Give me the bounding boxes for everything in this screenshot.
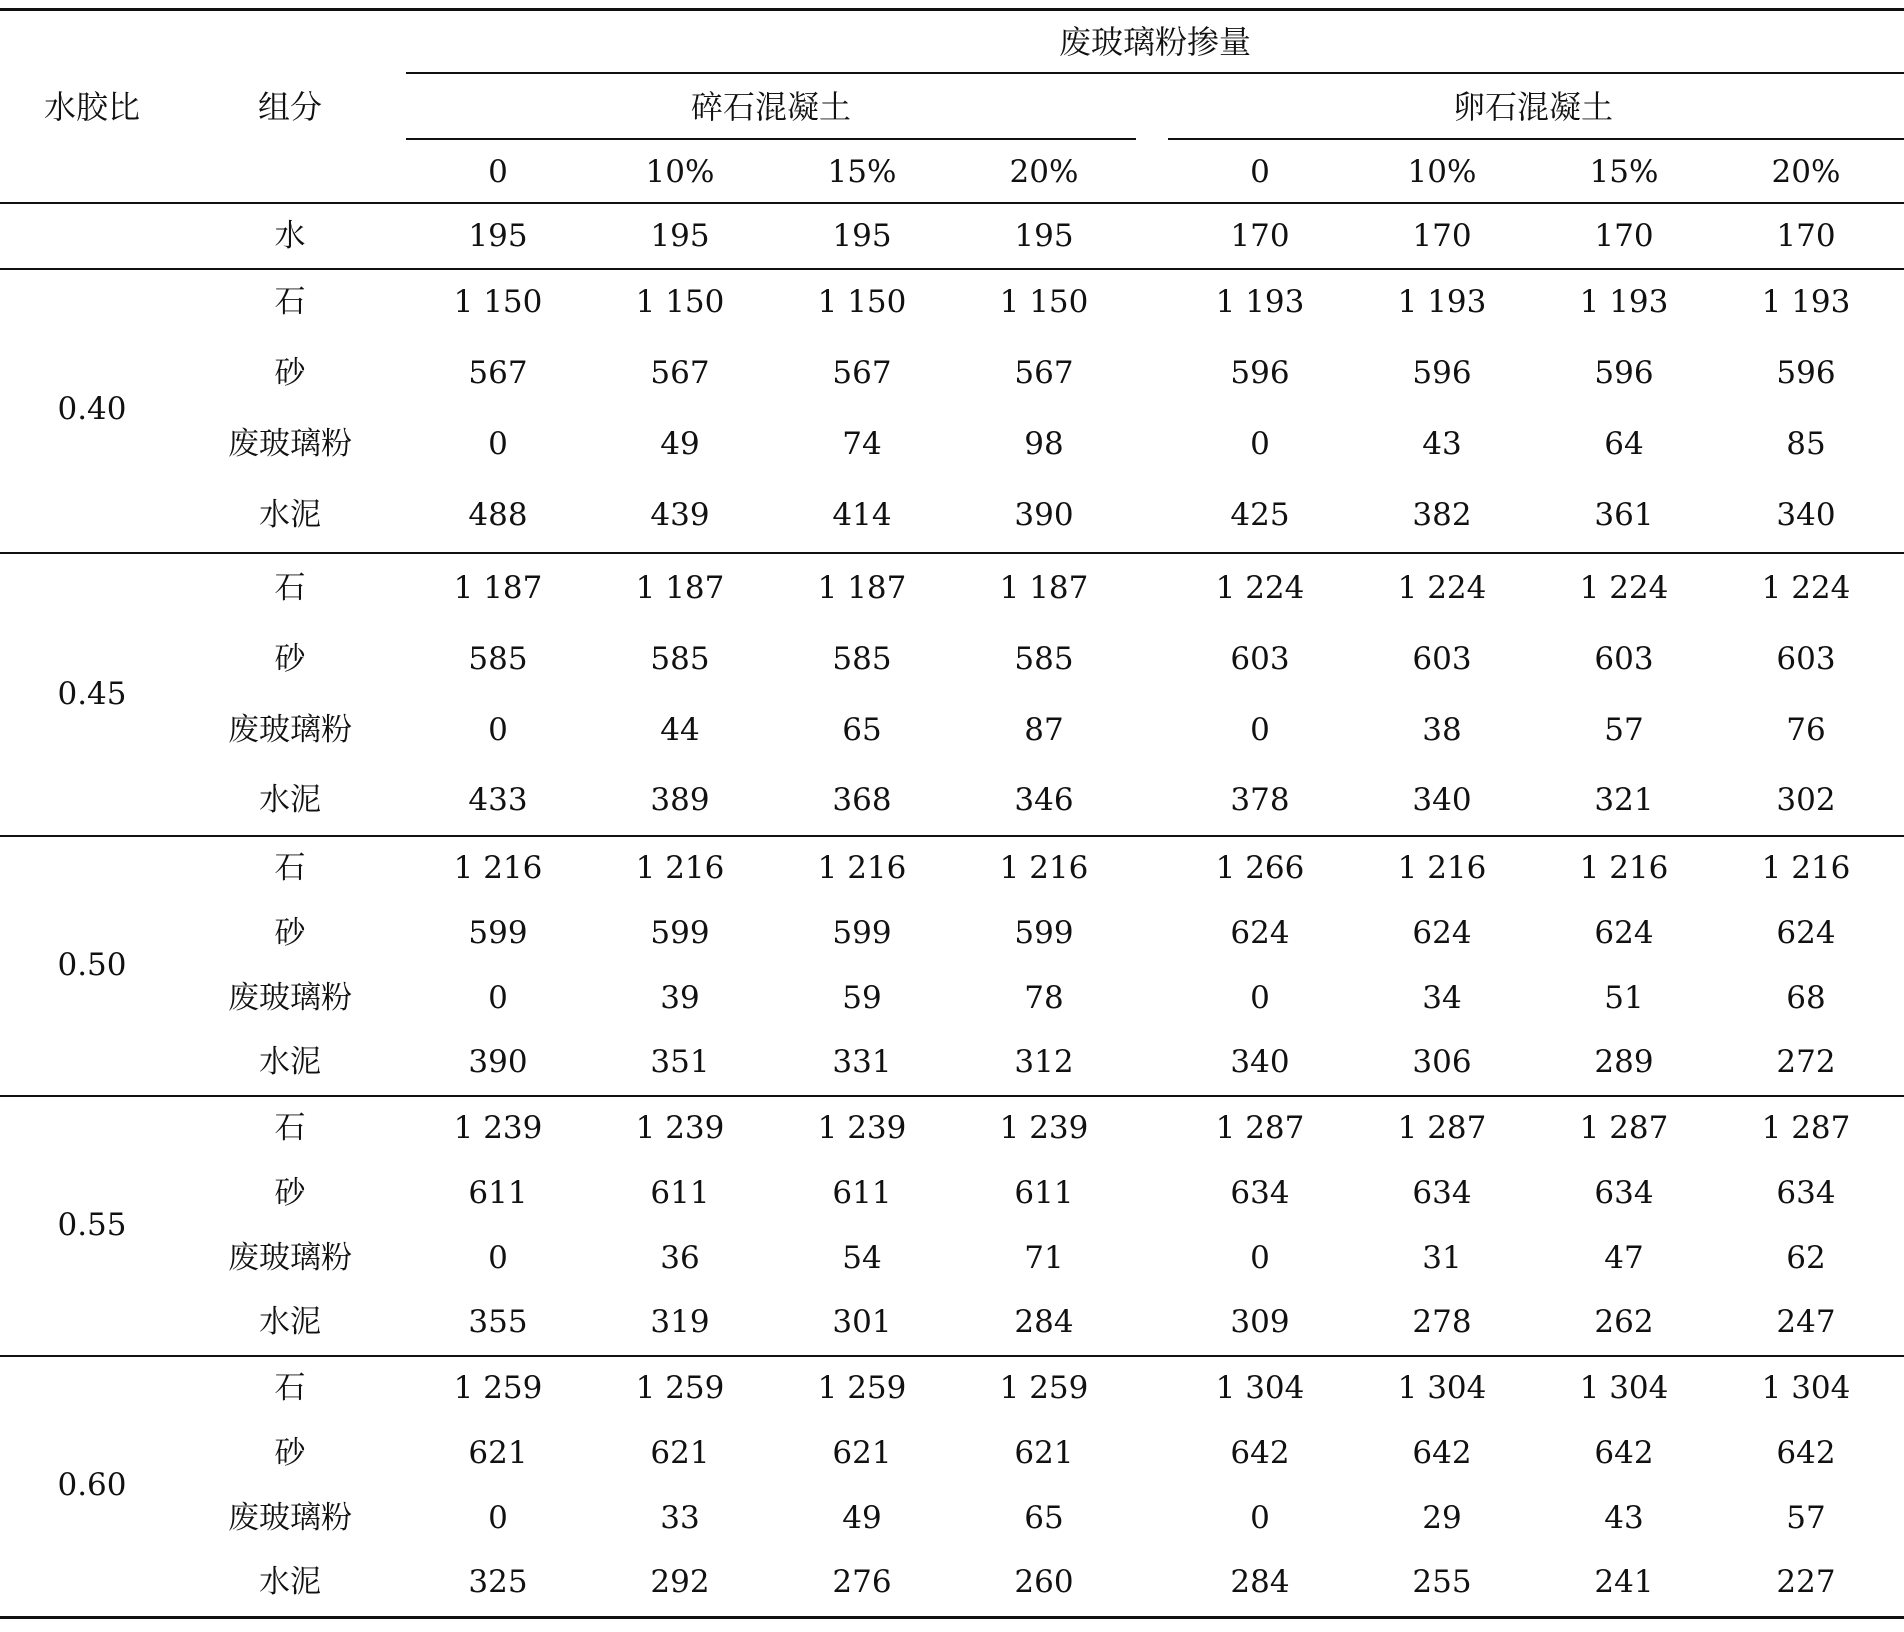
table-cell: 64 — [1604, 426, 1644, 462]
table-cell: 1 304 — [1579, 1370, 1669, 1406]
table-cell: 1 216 — [1397, 850, 1487, 886]
table-cell: 0 — [488, 1240, 508, 1276]
header-percent: 0 — [1250, 154, 1270, 190]
header-percent: 10% — [645, 154, 715, 190]
table-cell: 425 — [1230, 497, 1290, 533]
header-percent: 15% — [1589, 154, 1659, 190]
table-cell: 599 — [468, 915, 528, 951]
pebble-underline — [1168, 138, 1904, 140]
bottom-rule — [0, 1616, 1904, 1619]
table-cell: 1 224 — [1215, 570, 1305, 606]
table-cell: 0 — [1250, 712, 1270, 748]
table-cell: 1 224 — [1761, 570, 1851, 606]
water-binder-ratio: 0.40 — [57, 390, 127, 427]
table-cell: 1 287 — [1761, 1110, 1851, 1146]
table-cell: 611 — [468, 1175, 528, 1211]
table-cell: 65 — [1024, 1500, 1064, 1536]
table-cell: 284 — [1230, 1564, 1290, 1600]
table-cell: 301 — [832, 1304, 892, 1340]
table-cell: 642 — [1412, 1435, 1472, 1471]
table-cell: 29 — [1422, 1500, 1462, 1536]
block-rule-055 — [0, 1355, 1904, 1357]
table-cell: 36 — [660, 1240, 700, 1276]
table-cell: 340 — [1776, 497, 1836, 533]
table-cell: 1 216 — [817, 850, 907, 886]
table-cell: 0 — [1250, 426, 1270, 462]
table-cell: 54 — [842, 1240, 882, 1276]
table-cell: 634 — [1594, 1175, 1654, 1211]
table-cell: 1 239 — [453, 1110, 543, 1146]
block-rule-045 — [0, 835, 1904, 837]
header-water-binder-ratio: 水胶比 — [43, 88, 140, 126]
table-cell: 389 — [650, 782, 710, 818]
row-component-label: 石 — [274, 284, 306, 320]
row-component-label: 砂 — [274, 641, 306, 677]
table-cell: 241 — [1594, 1564, 1654, 1600]
table-cell: 1 239 — [817, 1110, 907, 1146]
block-rule-050 — [0, 1095, 1904, 1097]
row-component-label: 石 — [274, 1110, 306, 1146]
table-cell: 1 216 — [1761, 850, 1851, 886]
table-cell: 325 — [468, 1564, 528, 1600]
table-cell: 44 — [660, 712, 700, 748]
table-cell: 634 — [1412, 1175, 1472, 1211]
table-cell: 0 — [488, 426, 508, 462]
table-cell: 321 — [1594, 782, 1654, 818]
row-component-label: 水泥 — [259, 1564, 321, 1600]
table-cell: 38 — [1422, 712, 1462, 748]
table-cell: 1 259 — [817, 1370, 907, 1406]
table-cell: 611 — [650, 1175, 710, 1211]
header-percent: 0 — [488, 154, 508, 190]
table-cell: 68 — [1786, 980, 1826, 1016]
header-percent: 15% — [827, 154, 897, 190]
table-cell: 78 — [1024, 980, 1064, 1016]
table-cell: 567 — [1014, 355, 1074, 391]
table-cell: 585 — [832, 641, 892, 677]
table-cell: 170 — [1230, 218, 1290, 254]
table-cell: 247 — [1776, 1304, 1836, 1340]
dosage-underline — [406, 72, 1904, 74]
top-rule — [0, 8, 1904, 11]
row-component-label: 石 — [274, 570, 306, 606]
water-row-rule — [0, 268, 1904, 270]
table-cell: 1 193 — [1397, 284, 1487, 320]
table-cell: 49 — [842, 1500, 882, 1536]
table-cell: 1 304 — [1397, 1370, 1487, 1406]
table-cell: 642 — [1594, 1435, 1654, 1471]
table-cell: 624 — [1776, 915, 1836, 951]
table-cell: 0 — [488, 712, 508, 748]
table-cell: 309 — [1230, 1304, 1290, 1340]
table-cell: 255 — [1412, 1564, 1472, 1600]
table-cell: 195 — [468, 218, 528, 254]
table-cell: 0 — [1250, 1240, 1270, 1276]
table-cell: 170 — [1776, 218, 1836, 254]
table-cell: 195 — [832, 218, 892, 254]
table-cell: 227 — [1776, 1564, 1836, 1600]
table-cell: 51 — [1604, 980, 1644, 1016]
table-cell: 85 — [1786, 426, 1826, 462]
table-cell: 276 — [832, 1564, 892, 1600]
row-component-label: 废玻璃粉 — [228, 426, 352, 462]
table-cell: 621 — [468, 1435, 528, 1471]
table-cell: 1 239 — [635, 1110, 725, 1146]
table-cell: 49 — [660, 426, 700, 462]
table-cell: 312 — [1014, 1044, 1074, 1080]
table-cell: 382 — [1412, 497, 1472, 533]
table-cell: 596 — [1230, 355, 1290, 391]
table-cell: 390 — [1014, 497, 1074, 533]
table-cell: 43 — [1422, 426, 1462, 462]
table-cell: 1 187 — [817, 570, 907, 606]
table-cell: 1 304 — [1215, 1370, 1305, 1406]
table-cell: 71 — [1024, 1240, 1064, 1276]
table-cell: 31 — [1422, 1240, 1462, 1276]
table-cell: 351 — [650, 1044, 710, 1080]
water-binder-ratio: 0.55 — [57, 1207, 127, 1243]
header-percent: 10% — [1407, 154, 1477, 190]
table-cell: 621 — [650, 1435, 710, 1471]
table-cell: 319 — [650, 1304, 710, 1340]
row-component-label: 石 — [274, 1370, 306, 1406]
table-cell: 642 — [1776, 1435, 1836, 1471]
table-cell: 278 — [1412, 1304, 1472, 1340]
table-cell: 1 287 — [1397, 1110, 1487, 1146]
table-cell: 39 — [660, 980, 700, 1016]
crushed-stone-underline — [406, 138, 1136, 140]
table-cell: 634 — [1776, 1175, 1836, 1211]
table-cell: 603 — [1594, 641, 1654, 677]
table-cell: 1 216 — [453, 850, 543, 886]
table-cell: 1 150 — [999, 284, 1089, 320]
row-component-label: 砂 — [274, 915, 306, 951]
water-binder-ratio: 0.50 — [57, 947, 127, 983]
table-cell: 439 — [650, 497, 710, 533]
water-binder-ratio: 0.45 — [57, 676, 127, 712]
table-cell: 368 — [832, 782, 892, 818]
table-cell: 603 — [1412, 641, 1472, 677]
table-cell: 361 — [1594, 497, 1654, 533]
table-cell: 0 — [488, 1500, 508, 1536]
table-cell: 1 187 — [999, 570, 1089, 606]
table-cell: 642 — [1230, 1435, 1290, 1471]
header-group-crushed-stone: 碎石混凝土 — [690, 88, 851, 126]
table-cell: 340 — [1412, 782, 1472, 818]
table-cell: 0 — [1250, 1500, 1270, 1536]
table-cell: 1 216 — [999, 850, 1089, 886]
table-cell: 331 — [832, 1044, 892, 1080]
block-rule-040 — [0, 552, 1904, 554]
table-cell: 621 — [832, 1435, 892, 1471]
row-component-label: 废玻璃粉 — [228, 1240, 352, 1276]
table-cell: 0 — [1250, 980, 1270, 1016]
table-cell: 488 — [468, 497, 528, 533]
table-cell: 272 — [1776, 1044, 1836, 1080]
table-cell: 1 287 — [1579, 1110, 1669, 1146]
header-percent: 20% — [1009, 154, 1079, 190]
table-cell: 378 — [1230, 782, 1290, 818]
table-cell: 596 — [1776, 355, 1836, 391]
table-cell: 621 — [1014, 1435, 1074, 1471]
header-glass-powder-dosage: 废玻璃粉掺量 — [1058, 23, 1251, 61]
header-bottom-rule — [0, 202, 1904, 204]
table-cell: 585 — [1014, 641, 1074, 677]
row-component-label: 砂 — [274, 355, 306, 391]
table-cell: 1 224 — [1579, 570, 1669, 606]
table-cell: 260 — [1014, 1564, 1074, 1600]
table-cell: 567 — [650, 355, 710, 391]
table-cell: 195 — [1014, 218, 1074, 254]
table-cell: 62 — [1786, 1240, 1826, 1276]
table-cell: 0 — [488, 980, 508, 1016]
table-cell: 98 — [1024, 426, 1064, 462]
table-cell: 57 — [1786, 1500, 1826, 1536]
table-cell: 1 224 — [1397, 570, 1487, 606]
table-cell: 567 — [832, 355, 892, 391]
table-cell: 65 — [842, 712, 882, 748]
row-component-label: 水泥 — [259, 782, 321, 818]
table-cell: 1 150 — [817, 284, 907, 320]
row-component-label: 水泥 — [259, 497, 321, 533]
table-cell: 585 — [650, 641, 710, 677]
table-cell: 289 — [1594, 1044, 1654, 1080]
table-cell: 1 150 — [635, 284, 725, 320]
header-percent: 20% — [1771, 154, 1841, 190]
header-component: 组分 — [257, 88, 322, 126]
table-cell: 624 — [1230, 915, 1290, 951]
table-cell: 340 — [1230, 1044, 1290, 1080]
table-cell: 1 239 — [999, 1110, 1089, 1146]
table-cell: 1 150 — [453, 284, 543, 320]
table-cell: 611 — [832, 1175, 892, 1211]
table-cell: 599 — [1014, 915, 1074, 951]
table-cell: 1 287 — [1215, 1110, 1305, 1146]
table-cell: 195 — [650, 218, 710, 254]
table-cell: 262 — [1594, 1304, 1654, 1340]
row-component-label: 石 — [274, 850, 306, 886]
table-cell: 76 — [1786, 712, 1826, 748]
table-cell: 624 — [1594, 915, 1654, 951]
table-cell: 1 259 — [635, 1370, 725, 1406]
table-cell: 1 187 — [635, 570, 725, 606]
row-component-label: 水泥 — [259, 1044, 321, 1080]
table-cell: 1 193 — [1215, 284, 1305, 320]
row-component-label: 废玻璃粉 — [228, 1500, 352, 1536]
table-cell: 355 — [468, 1304, 528, 1340]
table-cell: 302 — [1776, 782, 1836, 818]
table-cell: 284 — [1014, 1304, 1074, 1340]
table-cell: 57 — [1604, 712, 1644, 748]
table-cell: 170 — [1412, 218, 1472, 254]
table-cell: 47 — [1604, 1240, 1644, 1276]
table-cell: 1 216 — [1579, 850, 1669, 886]
table-cell: 603 — [1776, 641, 1836, 677]
row-component-label: 砂 — [274, 1175, 306, 1211]
table-cell: 414 — [832, 497, 892, 533]
table-cell: 306 — [1412, 1044, 1472, 1080]
row-component-label: 水 — [274, 218, 306, 254]
table-cell: 43 — [1604, 1500, 1644, 1536]
table-cell: 1 187 — [453, 570, 543, 606]
row-component-label: 废玻璃粉 — [228, 712, 352, 748]
table-cell: 585 — [468, 641, 528, 677]
row-component-label: 砂 — [274, 1435, 306, 1471]
table-cell: 1 259 — [453, 1370, 543, 1406]
table-cell: 87 — [1024, 712, 1064, 748]
row-component-label: 废玻璃粉 — [228, 980, 352, 1016]
table-cell: 599 — [832, 915, 892, 951]
table-cell: 611 — [1014, 1175, 1074, 1211]
table-cell: 1 259 — [999, 1370, 1089, 1406]
table-cell: 59 — [842, 980, 882, 1016]
table-cell: 1 193 — [1579, 284, 1669, 320]
table-cell: 34 — [1422, 980, 1462, 1016]
table-cell: 1 266 — [1215, 850, 1305, 886]
table-cell: 433 — [468, 782, 528, 818]
table-cell: 596 — [1594, 355, 1654, 391]
table-cell: 624 — [1412, 915, 1472, 951]
table-cell: 74 — [842, 426, 882, 462]
header-group-pebble: 卵石混凝土 — [1452, 88, 1613, 126]
table-cell: 1 216 — [635, 850, 725, 886]
table-cell: 596 — [1412, 355, 1472, 391]
table-cell: 170 — [1594, 218, 1654, 254]
table-cell: 292 — [650, 1564, 710, 1600]
table-cell: 390 — [468, 1044, 528, 1080]
table-cell: 634 — [1230, 1175, 1290, 1211]
table-cell: 599 — [650, 915, 710, 951]
table-cell: 346 — [1014, 782, 1074, 818]
water-binder-ratio: 0.60 — [57, 1467, 127, 1503]
table-cell: 1 304 — [1761, 1370, 1851, 1406]
table-cell: 33 — [660, 1500, 700, 1536]
table-cell: 567 — [468, 355, 528, 391]
table-cell: 603 — [1230, 641, 1290, 677]
table-cell: 1 193 — [1761, 284, 1851, 320]
row-component-label: 水泥 — [259, 1304, 321, 1340]
